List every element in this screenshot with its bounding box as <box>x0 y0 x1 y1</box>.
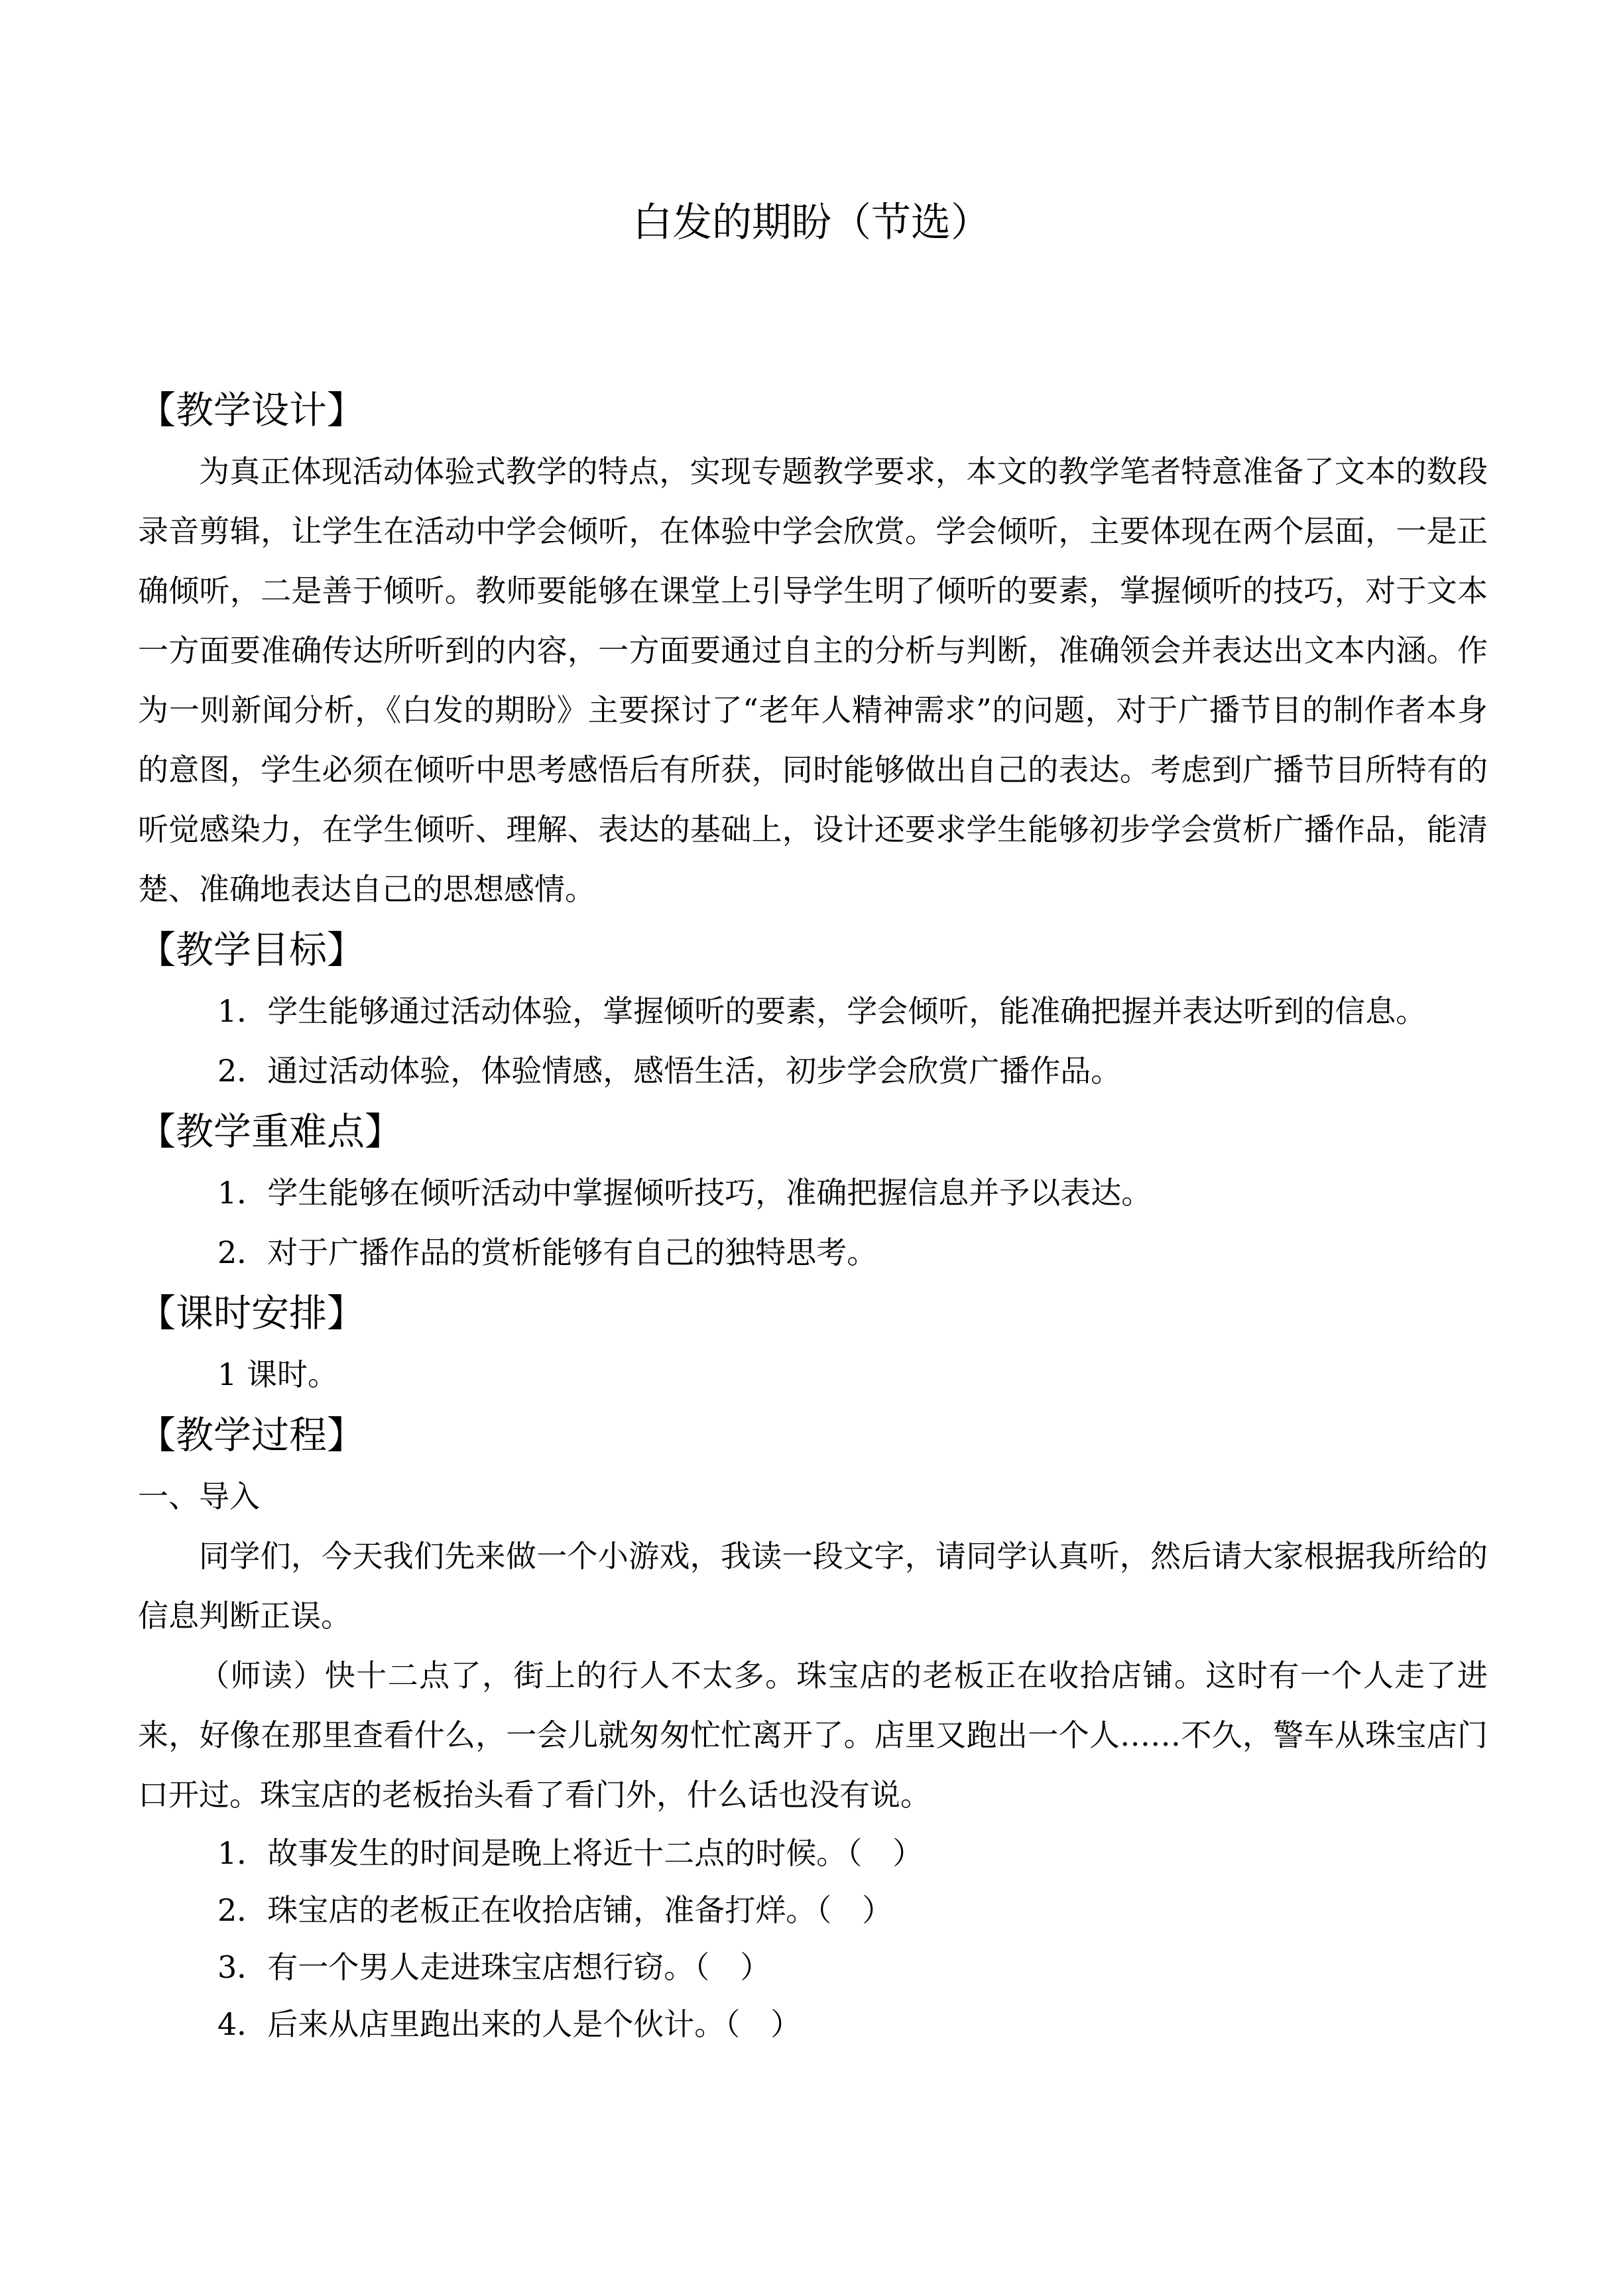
section-heading-schedule: 【课时安排】 <box>138 1292 365 1335</box>
quiz-question: 3．有一个男人走进珠宝店想行窃。（ ） <box>217 1949 771 1985</box>
teacher-reading: （师读）快十二点了，街上的行人不太多。珠宝店的老板正在收拾店铺。这时有一个人走了进来，好像在那里查看什么，一会儿就匆匆忙忙离开了。店里又跑出一个人……不久，警车从珠宝店门口开过。珠宝店的老板抬头看了看门外，什么话也没有说。 <box>138 1658 1488 1813</box>
quiz-question: 4．后来从店里跑出来的人是个伙计。（ ） <box>217 2006 802 2042</box>
quiz-question: 2．珠宝店的老板正在收拾店铺，准备打烊。（ ） <box>217 1892 893 1928</box>
key-point-item: 1．学生能够在倾听活动中掌握倾听技巧，准确把握信息并予以表达。 <box>217 1175 1152 1211</box>
process-intro: 同学们，今天我们先来做一个小游戏，我读一段文字，请同学认真听，然后请大家根据我所给的信息判断正误。 <box>138 1538 1488 1634</box>
objective-item: 2．通过活动体验，体验情感，感悟生活，初步学会欣赏广播作品。 <box>217 1053 1122 1089</box>
document-body <box>138 379 1488 2053</box>
quiz-question: 1．故事发生的时间是晚上将近十二点的时候。（ ） <box>217 1835 924 1871</box>
design-paragraph: 为真正体现活动体验式教学的特点，实现专题教学要求，本文的教学笔者特意准备了文本的数段录音剪辑，让学生在活动中学会倾听，在体验中学会欣赏。学会倾听，主要体现在两个层面，一是正确倾听，二是善于倾听。教师要能够在课堂上引导学生明了倾听的要素，掌握倾听的技巧，对于文本一方面要准确传达所听到的内容，一方面要通过自主的分析与判断，准确领会并表达出文本内涵。作为一则新闻分析，《白发的期盼》主要探讨了“老年人精神需求”的问题，对于广播节目的制作者本身的意图，学生必须在倾听中思考感悟后有所获，同时能够做出自己的表达。考虑到广播节目所特有的听觉感染力，在学生倾听、理解、表达的基础上，设计还要求学生能够初步学会赏析广播作品，能清楚、准确地表达自己的思想感情。 <box>138 453 1488 907</box>
key-point-item: 2．对于广播作品的赏析能够有自己的独特思考。 <box>217 1235 878 1270</box>
process-subheading: 一、导入 <box>138 1479 260 1514</box>
section-heading-objectives: 【教学目标】 <box>138 928 365 972</box>
schedule-text: 1 课时。 <box>217 1357 338 1392</box>
section-heading-process: 【教学过程】 <box>138 1414 365 1457</box>
section-heading-key-points: 【教学重难点】 <box>138 1110 402 1154</box>
section-heading-design: 【教学设计】 <box>138 389 365 432</box>
page-title: 白发的期盼（节选） <box>632 200 991 246</box>
objective-item: 1．学生能够通过活动体验，掌握倾听的要素，学会倾听，能准确把握并表达听到的信息。 <box>217 993 1427 1029</box>
